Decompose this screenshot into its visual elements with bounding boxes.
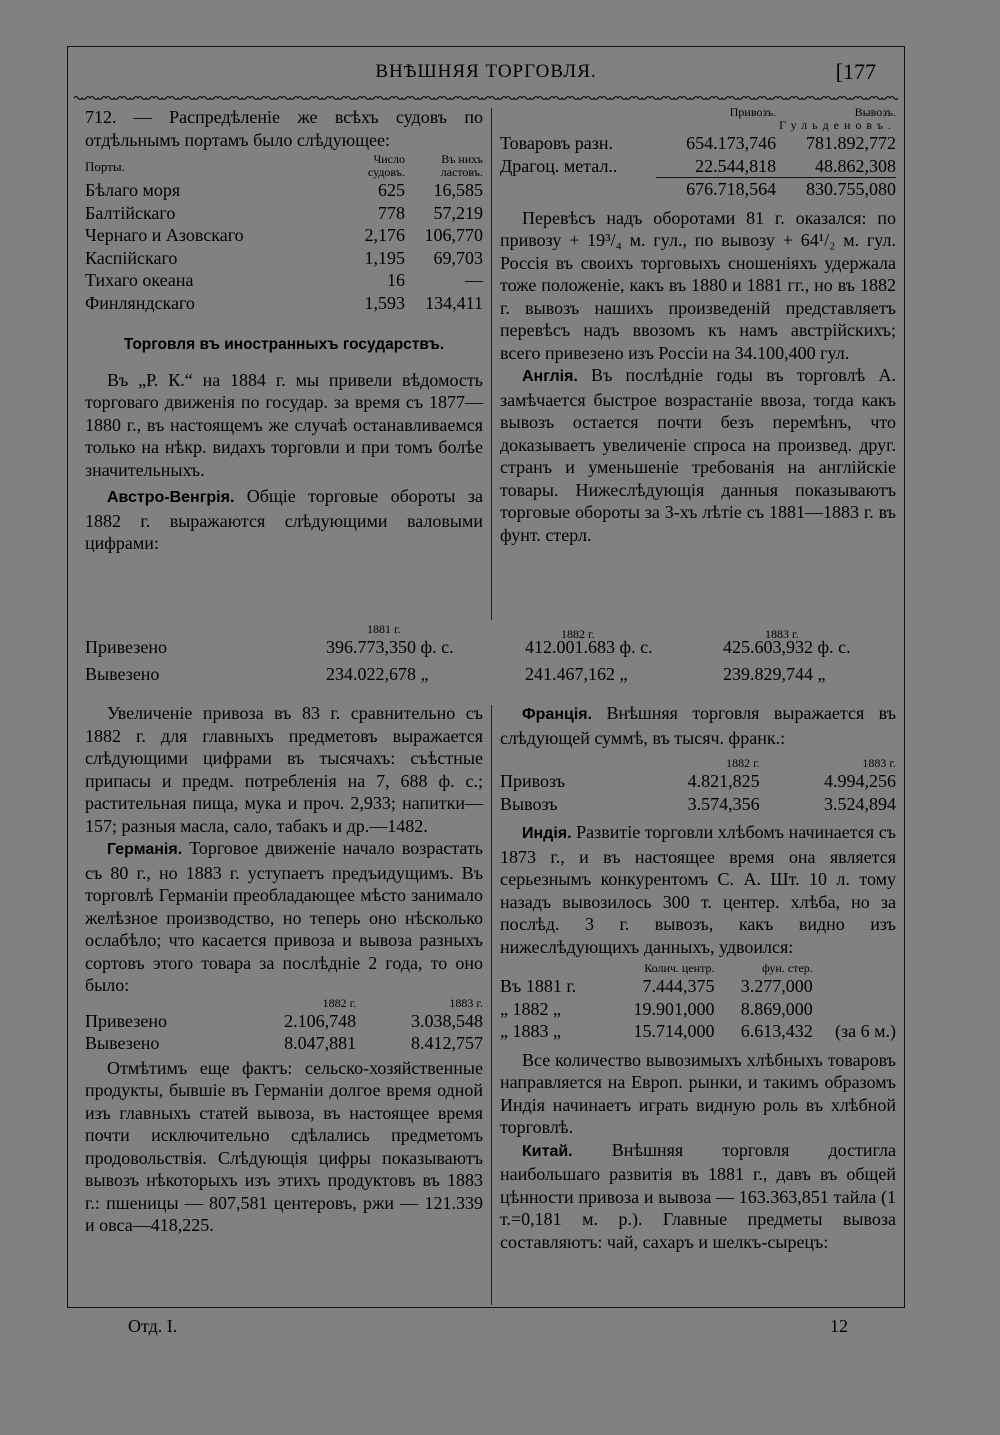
value-1881: 396.773,350 ф. с. bbox=[326, 637, 454, 657]
year-1883: 1883 г. bbox=[765, 627, 799, 641]
value-1883: 3.038,548 bbox=[411, 1010, 483, 1031]
germany-year-1882: 1882 г. bbox=[322, 995, 357, 1010]
sterling-value: 8.869,000 bbox=[740, 998, 813, 1019]
last-count: 134,411 bbox=[425, 292, 483, 313]
table-row bbox=[500, 1020, 896, 1043]
left-column bbox=[85, 106, 483, 555]
france-table bbox=[500, 757, 896, 815]
value-1882: 241.467,162 „ bbox=[525, 664, 628, 684]
paragraph-increase: Увеличеніе привоза въ 83 г. сравнительно съ 1882 г. для главныхъ предметовъ выражается слѣдующими цифрами въ тысячахъ: съѣстные припасы и предм. потребленія на 7, 688 ф. с.; растительная пища, мука и проч. 2,933; напитки—157; разныя масла, сало, табакъ и др.—1482. bbox=[85, 703, 483, 836]
value-1883: 425.603,932 ф. с. bbox=[723, 637, 851, 657]
right-column-lower bbox=[500, 702, 896, 1253]
paragraph-china bbox=[500, 1139, 896, 1254]
paragraph-germany bbox=[85, 837, 483, 997]
section-heading: Торговля въ иностранныхъ государствъ. bbox=[123, 336, 445, 353]
ship-count: 1,195 bbox=[364, 247, 405, 268]
india-text: Развитіе торговли хлѣбомъ начинается съ 1873 г., и въ настоящее время она является серьезнымъ конкурентомъ С. А. Шт. 10 л. тому назадъ вывозилось 300 т. центер. хлѣба, но за послѣд. 3 г. вывозъ, какъ видно изъ нижеслѣдующихъ данныхъ, удвоился: bbox=[500, 822, 896, 957]
export-value: 48.862,308 bbox=[815, 155, 896, 176]
col-header-ships: Число судовъ. bbox=[367, 152, 405, 179]
china-text: Внѣшняя торговля достигла наибольшаго развитія въ 1881 г., давъ въ общей цѣнности привоза и вывоза — 163.363,851 тайла (1 т.=0,181 м. р.). Главные предметы вывоза составляютъ: чай, сахаръ и шелкъ-сырецъ: bbox=[500, 1139, 896, 1252]
year-label: Въ 1881 г. bbox=[500, 976, 577, 996]
austria-label: Австро-Венгрія. bbox=[107, 489, 235, 506]
france-year-1882: 1882 г. bbox=[726, 756, 760, 770]
quantity-value: 19.901,000 bbox=[633, 998, 715, 1019]
value-1882: 8.047,881 bbox=[284, 1033, 357, 1053]
sterling-value: 3.277,000 bbox=[740, 976, 813, 996]
germany-label: Германія. bbox=[107, 841, 183, 858]
value-1881: 234.022,678 „ bbox=[326, 664, 429, 684]
india-label: Индія. bbox=[522, 825, 572, 842]
table-row bbox=[85, 247, 483, 270]
ship-count: 778 bbox=[378, 202, 405, 223]
row-note bbox=[813, 998, 896, 1021]
row-note bbox=[813, 975, 896, 998]
row-label: Товаровъ разн. bbox=[500, 133, 613, 153]
quantity-value: 7.444,375 bbox=[642, 976, 715, 996]
col-header-import: Привозъ. bbox=[729, 105, 777, 119]
ship-count: 625 bbox=[378, 180, 405, 200]
year-label: „ 1882 „ bbox=[500, 998, 561, 1019]
paragraph-india bbox=[500, 821, 896, 958]
import-value: 22.544,818 bbox=[695, 155, 777, 176]
import-value: 654.173,746 bbox=[686, 133, 777, 153]
last-count: 106,770 bbox=[424, 225, 483, 245]
france-label: Франція. bbox=[522, 706, 593, 723]
column-divider bbox=[491, 705, 492, 1305]
row-label: Вывезено bbox=[85, 1033, 160, 1053]
value-1882: 2.106,748 bbox=[284, 1010, 357, 1031]
row-note: (за 6 м.) bbox=[835, 1021, 896, 1041]
table-row bbox=[85, 269, 483, 292]
paragraph-england bbox=[500, 364, 896, 546]
total-import: 676.718,564 bbox=[656, 178, 776, 201]
germany-year-1883: 1883 г. bbox=[449, 995, 483, 1010]
table-row bbox=[85, 224, 483, 247]
table-row bbox=[500, 975, 896, 998]
col-header-export: Вывозъ. bbox=[854, 105, 896, 119]
col-header-lasts: Въ нихъ ластовъ. bbox=[440, 152, 483, 179]
row-label: Привезено bbox=[85, 637, 167, 657]
last-count: 16,585 bbox=[433, 180, 483, 200]
paragraph-austria bbox=[85, 485, 483, 555]
china-label: Китай. bbox=[522, 1142, 573, 1160]
table-row bbox=[85, 1010, 483, 1033]
paragraph-france bbox=[500, 702, 896, 749]
port-name: Тихаго океана bbox=[85, 270, 194, 290]
table-row bbox=[85, 663, 905, 687]
paragraph-712: 712. — Распредѣленіе же всѣхъ судовъ по отдѣльнымъ портамъ было слѣдующее: bbox=[85, 107, 483, 150]
column-divider bbox=[491, 108, 492, 620]
ship-count: 16 bbox=[387, 270, 405, 290]
table-row bbox=[500, 793, 896, 816]
sterling-value: 6.613,432 bbox=[740, 1021, 813, 1041]
table-row bbox=[85, 202, 483, 225]
table-row bbox=[500, 132, 896, 155]
england-label: Англія. bbox=[522, 368, 578, 385]
value-1883: 239.829,744 „ bbox=[723, 664, 826, 684]
port-name: Бѣлаго моря bbox=[85, 180, 181, 200]
india-col-qty: Колич. центр. bbox=[644, 961, 715, 975]
last-count: — bbox=[465, 270, 483, 290]
germany-table bbox=[85, 997, 483, 1055]
table-row bbox=[85, 292, 483, 315]
table-row bbox=[500, 998, 896, 1021]
port-name: Балтійскаго bbox=[85, 202, 176, 223]
india-col-val: фун. стер. bbox=[761, 961, 813, 975]
paragraph-note: Отмѣтимъ еще фактъ: сельско-хозяйственные продукты, бывшіе въ Германіи долгое время одной изъ главныхъ статей вывоза, въ настоящее время почти исключительно сдѣлались предметомъ продовольствія. Слѣдующія цифры показываютъ вывозъ нѣкоторыхъ изъ этихъ продуктовъ въ 1883 г.: пшеницы — 807,581 центеровъ, ржи — 121.339 и овса—418,225. bbox=[85, 1057, 483, 1235]
header-rule bbox=[74, 93, 898, 103]
germany-text: Торговое движеніе начало возрастать съ 80 г., но 1883 г. уступаетъ предъидущимъ. Въ торговлѣ Германіи преобладающее мѣсто занимало желѣзное производство, но теперь оно нѣсколько ослабѣло; что касается привоза и вывоза разныхъ сортовъ этого товара за послѣдніе 2 года, то оно было: bbox=[85, 838, 483, 995]
table-row bbox=[500, 155, 896, 178]
row-label: Привезено bbox=[85, 1010, 167, 1031]
ports-table bbox=[85, 153, 483, 314]
austria-text: Общіе торговые обороты за 1882 г. выражаются слѣдующими валовыми цифрами: bbox=[85, 486, 483, 553]
england-text: Въ послѣдніе годы въ торговлѣ А. замѣчается быстрое возрастаніе ввоза, тогда какъ вывозъ остается почти безъ перемѣнъ, что доказываетъ увеличеніе спроса на произвед. друг. странъ и уменьшеніе требованія на англійскіе товары. Нижеслѣдующія данныя показываютъ торговые обороты за 3-хъ лѣтіе съ 1881—1883 г. въ фунт. стерл. bbox=[500, 365, 896, 545]
footer-sheet-number: 12 bbox=[830, 1316, 848, 1336]
table-row bbox=[85, 636, 905, 660]
last-count: 57,219 bbox=[433, 202, 483, 223]
india-table bbox=[500, 962, 896, 1043]
col-header-port: Порты. bbox=[85, 158, 125, 174]
value-1882: 3.574,356 bbox=[687, 793, 760, 814]
left-column-lower bbox=[85, 702, 483, 1237]
year-1881: 1881 г. bbox=[367, 622, 401, 636]
france-text: Внѣшняя торговля выражается въ слѣдующей суммѣ, въ тысяч. франк.: bbox=[500, 703, 896, 748]
row-label: Драгоц. метал.. bbox=[500, 155, 618, 176]
paragraph-intro: Въ „Р. К.“ на 1884 г. мы привели вѣдомость торговаго движенія по государ. за время съ 1877—1880 г., въ настоящемъ же случаѣ останавливаемся только на нѣкр. видахъ торговли и при томъ болѣе значительныхъ. bbox=[85, 369, 483, 480]
footer-section: Отд. I. bbox=[128, 1316, 178, 1336]
right-column bbox=[500, 106, 896, 546]
trade-table-wide bbox=[67, 622, 903, 702]
row-label: Вывезено bbox=[85, 664, 160, 684]
table-row bbox=[500, 770, 896, 793]
ship-count: 1,593 bbox=[364, 292, 405, 313]
value-1883: 8.412,757 bbox=[411, 1033, 483, 1053]
port-name: Каспійскаго bbox=[85, 247, 178, 268]
quantity-value: 15.714,000 bbox=[633, 1021, 715, 1041]
france-year-1883: 1883 г. bbox=[862, 756, 896, 770]
row-label: Вывозъ bbox=[500, 793, 558, 814]
export-value: 781.892,772 bbox=[806, 133, 896, 153]
austria-guilder-table bbox=[500, 106, 896, 201]
unit-label: Гульденовъ. bbox=[779, 118, 896, 132]
value-1882: 4.821,825 bbox=[687, 771, 760, 791]
running-header bbox=[68, 57, 904, 91]
table-row bbox=[85, 179, 483, 202]
table-row bbox=[85, 1032, 483, 1055]
paragraph-balance: Перевѣсъ надъ оборотами 81 г. оказался: по привозу + 19³/₄ м. гул., по вывозу + 64¹/₂ м. гул. Россія въ своихъ торговыхъ сношеніяхъ удержала тоже положеніе, какъ въ 1880 и 1881 гг., но въ 1882 г. вывозъ нашихъ произведеній представляетъ перевѣсъ надъ ввозомъ къ намъ австрійскихъ; всего привезено изъ Россіи на 34.100,400 гул. bbox=[500, 207, 896, 363]
port-name: Чернаго и Азовскаго bbox=[85, 225, 244, 245]
value-1883: 4.994,256 bbox=[824, 771, 896, 791]
page-number: [177 bbox=[835, 59, 876, 84]
value-1883: 3.524,894 bbox=[824, 793, 896, 814]
port-name: Финляндскаго bbox=[85, 292, 195, 313]
last-count: 69,703 bbox=[433, 247, 483, 268]
paragraph-india2: Все количество вывозимыхъ хлѣбныхъ товаровъ направляется на Европ. рынки, и такимъ образомъ Индія начинаетъ играть видную роль въ хлѣбной торговлѣ. bbox=[500, 1049, 896, 1137]
page-title: ВНѢШНЯЯ ТОРГОВЛЯ. bbox=[375, 61, 597, 82]
row-label: Привозъ bbox=[500, 771, 566, 791]
year-label: „ 1883 „ bbox=[500, 1021, 561, 1041]
value-1882: 412.001.683 ф. с. bbox=[525, 637, 653, 657]
ship-count: 2,176 bbox=[364, 225, 405, 245]
total-export: 830.755,080 bbox=[776, 178, 896, 201]
year-1882: 1882 г. bbox=[561, 627, 595, 641]
